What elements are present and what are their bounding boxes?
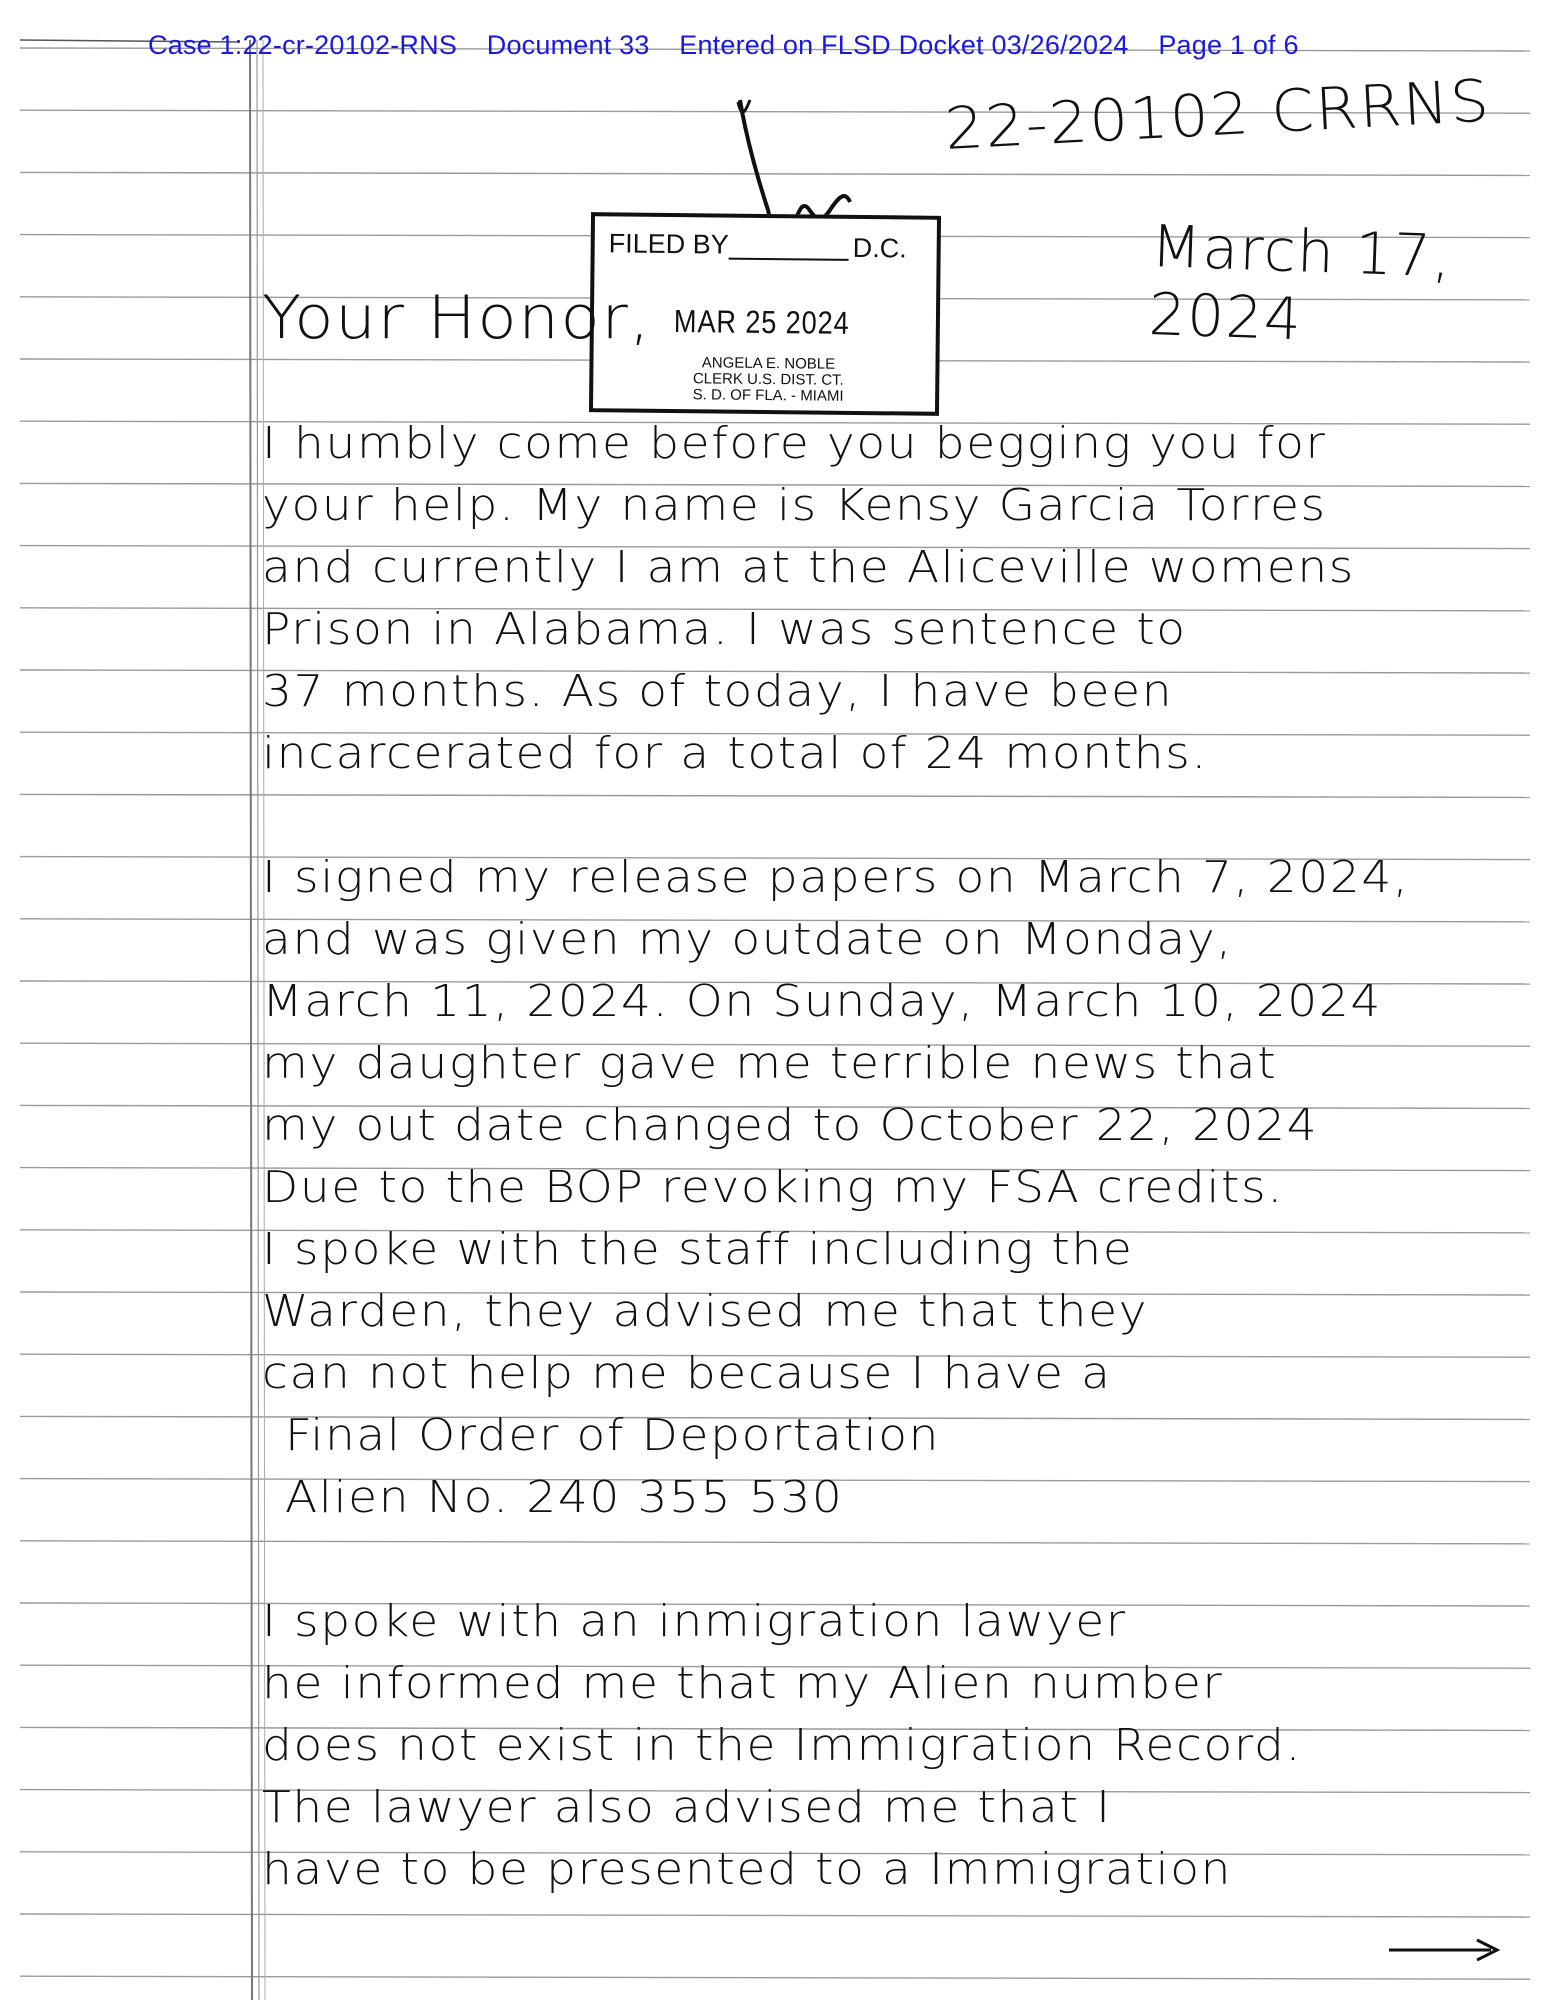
letter-date: March 17, 2024 [1147,212,1454,354]
letter-line: incarcerated for a total of 24 months. [262,728,1208,779]
stamp-clerk-line: S. D. OF FLA. - MIAMI [692,386,844,405]
letter-line: Due to the BOP revoking my FSA credits. [262,1162,1284,1213]
continue-arrow-icon [1385,1935,1505,1965]
letter-line: have to be presented to a Immigration [262,1844,1233,1895]
stamp-clerk-line: CLERK U.S. DIST. CT. [692,370,844,389]
letter-line: he informed me that my Alien number [262,1658,1224,1709]
header-entered: Entered on FLSD Docket 03/26/2024 [679,30,1129,60]
stamp-clerk-line: ANGELA E. NOBLE [701,354,836,373]
letter-line: Final Order of Deportation [285,1410,941,1461]
letter-line: my out date changed to October 22, 2024 [262,1100,1319,1151]
letter-line: your help. My name is Kensy Garcia Torres [262,480,1327,531]
stamp-signature-line [729,258,849,261]
letter-line: I spoke with an inmigration lawyer [262,1596,1127,1647]
stamp-clerk [653,355,883,405]
stamp-filed-by: FILED BY [608,228,729,260]
letter-line: The lawyer also advised me that I [262,1782,1112,1833]
letter-line: Prison in Alabama. I was sentence to [262,604,1187,655]
letter-line: I humbly come before you begging you for [262,418,1327,469]
letter-line: and currently I am at the Aliceville womens [262,542,1355,593]
header-page: Page 1 of 6 [1158,30,1299,60]
stamp-dc: D.C. [852,232,907,264]
letter-line: my daughter gave me terrible news that [262,1038,1278,1089]
letter-line: Warden, they advised me that they [262,1286,1149,1337]
handwritten-case-number: 22-20102 CRRNS [943,66,1493,163]
docket-header [148,30,1448,61]
stamp-date: MAR 25 2024 [673,303,850,341]
letter-line: March 11, 2024. On Sunday, March 10, 2024 [262,976,1382,1027]
header-document: Document 33 [486,30,650,60]
header-case: Case 1:22-cr-20102-RNS [148,30,458,60]
letter-line: I signed my release papers on March 7, 2024, [262,852,1410,903]
letter-line: and was given my outdate on Monday, [262,914,1233,965]
letter-line: can not help me because I have a [262,1348,1112,1399]
letter-line: does not exist in the Immigration Record. [262,1720,1303,1771]
salutation: Your Honor, [262,283,652,353]
letter-line: I spoke with the staff including the [262,1224,1134,1275]
letter-line: Alien No. 240 355 530 [285,1472,844,1523]
letter-line: 37 months. As of today, I have been [262,666,1174,717]
